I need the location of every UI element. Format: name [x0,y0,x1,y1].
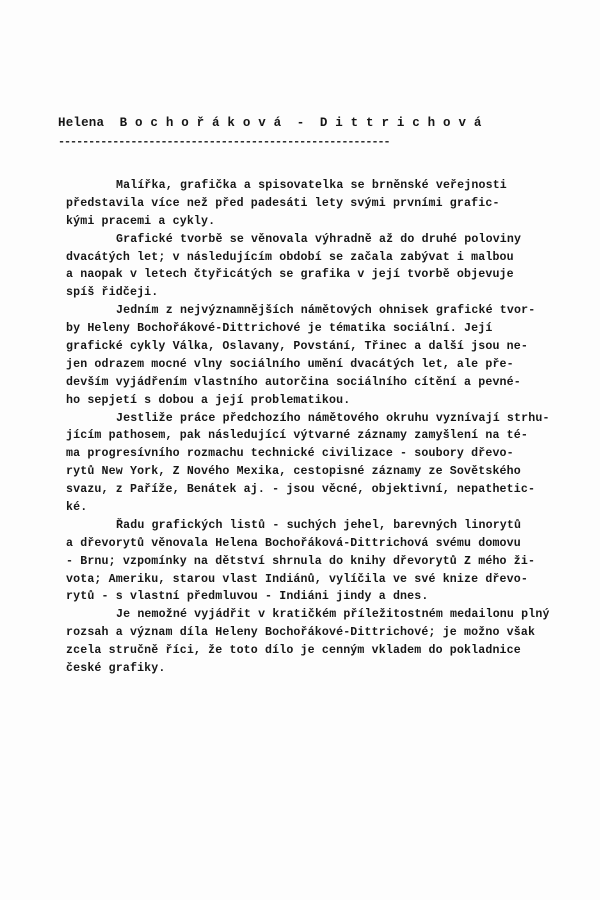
text-line: Malířka, grafička a spisovatelka se brněnské veřejnosti [116,179,507,192]
document-body [66,177,596,678]
text-line: vota; Ameriku, starou vlast Indiánů, vylíčila ve své knize dřevo- [66,572,528,586]
text-line: ma progresívního rozmachu technické civilizace - soubory dřevo- [66,447,514,461]
paragraph-2 [66,231,596,303]
text-line: ké. [66,501,88,515]
text-line: dvacátých let; v následujícím období se začala zabývat i malbou [66,250,514,264]
text-line: rytů - s vlastní předmluvou - Indiáni jindy a dnes. [66,590,429,604]
text-line: Je nemožné vyjádřit v kratičkém příležitostném medailonu plný [116,608,550,622]
text-line: - Brnu; vzpomínky na dětství shrnula do knihy dřevorytů Z mého ži- [66,554,536,568]
text-line: svazu, z Paříže, Benátek aj. - jsou věcné, objektivní, nepathetic- [66,483,536,497]
paragraph-1 [66,177,596,231]
paragraph-6 [66,606,596,678]
text-line: Grafické tvorbě se věnovala výhradně až do druhé poloviny [116,232,522,246]
text-line: představila více než před padesáti lety svými prvními grafic- [66,196,500,210]
title-dashed-underline: ------------------------------------------------------- [58,135,390,149]
text-line: rozsah a význam díla Heleny Bochořákové-Dittrichové; je možno však [66,626,536,640]
text-line: Jedním z nejvýznamnějších námětových ohnisek grafické tvor- [116,304,536,318]
paragraph-5 [66,517,596,606]
paragraph-4 [66,410,596,517]
text-line: devším vyjádřením vlastního autorčina sociálního cítění a pevné- [66,375,521,389]
text-line: by Heleny Bochořákové-Dittrichové je tématika sociální. Její [66,322,493,336]
text-line: a naopak v letech čtyřicátých se grafika v její tvorbě objevuje [66,268,514,282]
paragraph-3 [66,302,596,409]
text-line: české grafiky. [66,662,166,676]
text-line: kými pracemi a cykly. [66,214,216,228]
text-line: jen odrazem mocné vlny sociálního umění dvacátých let, ale pře- [66,357,514,371]
text-line: Jestliže práce předchozího námětového okruhu vyznívají strhu- [116,411,550,425]
text-line: spíš řidčeji. [66,286,159,300]
document-title: Helena B o c h o ř á k o v á - D i t t r i c h o v á [58,116,482,130]
text-line: jícím pathosem, pak následující výtvarné záznamy zamyšlení na té- [66,429,528,443]
text-line: rytů New York, Z Nového Mexika, cestopisné záznamy ze Sovětského [66,465,521,479]
text-line: a dřevorytů věnovala Helena Bochořáková-Dittrichová svému domovu [66,536,521,550]
text-line: ho sepjetí s dobou a její problematikou. [66,393,351,407]
text-line: Řadu grafických listů - suchých jehel, barevných linorytů [116,518,522,532]
text-line: zcela stručně říci, že toto dílo je cenným vkladem do pokladnice [66,644,521,658]
text-line: grafické cykly Válka, Oslavany, Povstání, Třinec a další jsou ne- [66,340,528,354]
